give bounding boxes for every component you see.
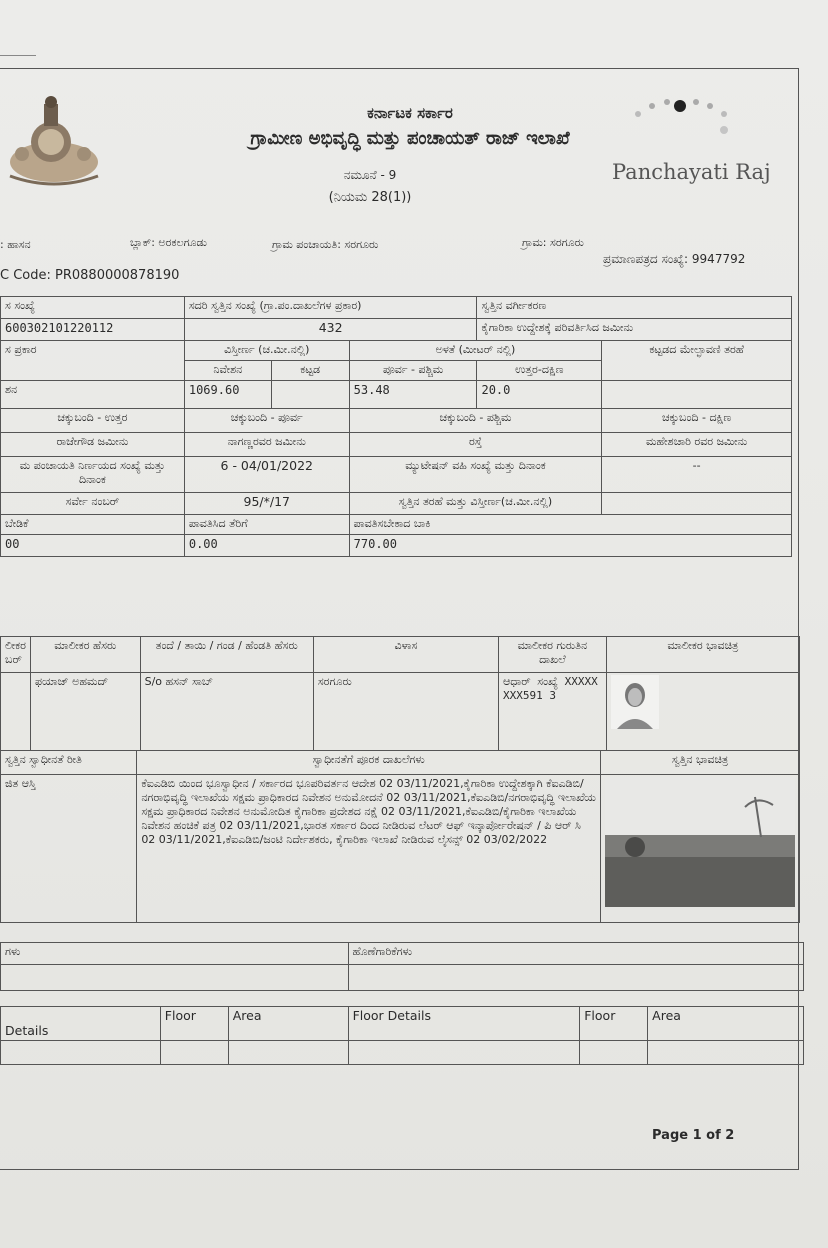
paid: 0.00 <box>184 535 349 557</box>
rule-number: (ನಿಯಮ 28(1)) <box>328 190 412 205</box>
h-sadari: ಸದರಿ ಸ್ವತ್ತಿನ ಸಂಖ್ಯೆ (ಗ್ರಾ.ಪಂ.ದಾಖಲೆಗಳ ಪ್ರಕಾರ) <box>184 297 477 319</box>
h-balance: ಪಾವತಿಸಬೇಕಾದ ಬಾಕಿ <box>349 515 791 535</box>
balance: 770.00 <box>349 535 791 557</box>
south-boundary: ಮಹೇಶಚಾರಿ ರವರ ಜಮೀನು <box>602 433 792 457</box>
floor-table <box>0 1006 804 1065</box>
h-demand: ಬೇಡಿಕೆ <box>1 515 185 535</box>
h-class: ಸ್ವತ್ತಿನ ವರ್ಗೀಕರಣ <box>477 297 792 319</box>
h-build-type: ಕಟ್ಟಡದ ಮೇಲ್ಛಾವಣಿ ತರಹೆ <box>602 341 792 381</box>
floor-cell <box>160 1041 228 1065</box>
north-boundary: ರಾಜೇಗೌಡ ಜಮೀನು <box>1 433 185 457</box>
h-ew: ಪೂರ್ವ - ಪಶ್ಚಿಮ <box>349 361 477 381</box>
property-table <box>0 296 792 557</box>
support-docs-text: ಕೆಐಎಡಿಬಿ ಯಿಂದ ಭೂಸ್ವಾಧೀನ / ಸರ್ಕಾರದ ಭೂಪರಿವರ್ತನ ಆದೇಶ 02 03/11/2021,ಕೈಗಾರಿಕಾ ಉದ್ದೇಶಕ್ಕಾಗಿ ಕೆಐಎಡಿಬಿ/ನಗರಾಭಿವೃದ್ಧಿ ಇಲಾಖೆಯ ಸಕ್ಷಮ ಪ್ರಾಧಿಕಾರದ ನಿವೇಶನ ಅನುಮೋದನೆ 02 03/11/2021,ಕೆಐಎಡಿಬಿ/ನಗರಾಭಿವೃದ್ಧಿ ಇಲಾಖೆಯ ಸಕ್ಷಮ ಪ್ರಾಧಿಕಾರದ ನಿವೇಶನ ಅನುಮೋದಿತ ಕೈಗಾರಿಕಾ ಪ್ರದೇಶದ ನಕ್ಷೆ 02 03/11/2021,ಕೆಐಎಡಿಬಿ/ಕೈಗಾರಿಕಾ ಇಲಾಖೆಯ ನಿವೇಶನ ಹಂಚಿಕೆ ಪತ್ರ 02 03/11/2021,ಭಾರತ ಸರ್ಕಾರ ದಿಂದ ನೀಡಿರುವ ಲೆಟರ್ ಆಫ್ ಇನ್ಕಾರ್ಪೋರೇಷನ್ / ಪಿ ಆರ್ ಸಿ 02 03/11/2021,ಕೆಐಎಡಿಬಿ/ಜಂಟಿ ನಿರ್ದೇಶಕರು, ಕೈಗಾರಿಕಾ ಇಲಾಖೆ ನೀಡಿರುವ ಲೈಸನ್ಸ್ 02 03/02/2022 <box>137 775 601 923</box>
floor-cell <box>1 1041 161 1065</box>
demand: 00 <box>1 535 185 557</box>
h-dims: ಅಳತೆ (ಮೀಟರ್ ನಲ್ಲಿ) <box>349 341 602 361</box>
govt-title: ಕರ್ನಾಟಕ ಸರ್ಕಾರ <box>367 104 453 122</box>
form-number: ನಮೂನೆ - 9 <box>343 168 397 182</box>
owner-name: ಫಯಾಜ್ ಅಹಮದ್ <box>30 673 140 751</box>
h-mutation: ಮ್ಯುಟೇಷನ್ ವಹಿ ಸಂಖ್ಯೆ ಮತ್ತು ದಿನಾಂಕ <box>349 457 602 493</box>
h-paid: ಪಾವತಿಸಿದ ತೆರಿಗೆ <box>184 515 349 535</box>
h-owner-id: ಮಾಲೀಕರ ಗುರುತಿನ ದಾಖಲೆ <box>499 637 607 673</box>
h-liabilities: ಹೊಣೆಗಾರಿಕೆಗಳು <box>348 943 803 965</box>
h-west: ಚಕ್ಕುಬಂದಿ - ಪಶ್ಚಿಮ <box>349 409 602 433</box>
certificate-number: ಪ್ರಮಾಣಪತ್ರದ ಸಂಖ್ಯೆ: 9947792 <box>603 252 746 266</box>
page-number: Page 1 of 2 <box>652 1128 735 1143</box>
h-north: ಚಕ್ಕುಬಂದಿ - ಉತ್ತರ <box>1 409 185 433</box>
floor-cell <box>648 1041 804 1065</box>
h-method: ಸ್ವತ್ತಿನ ಸ್ವಾಧೀನತೆ ರೀತಿ <box>1 751 137 775</box>
owner-photo-cell <box>606 673 799 751</box>
mutation: -- <box>602 457 792 493</box>
property-photo-cell <box>600 775 799 923</box>
floor-cell <box>348 1041 580 1065</box>
owner-id: ಆಧಾರ್ ಸಂಖ್ಯೆ XXXXXXXX591 3 <box>499 673 607 751</box>
build-type <box>602 381 792 409</box>
property-photo <box>605 777 795 907</box>
assets <box>1 965 349 991</box>
owner-table <box>0 636 800 751</box>
prop-type: ಶನ <box>1 381 185 409</box>
documents-table <box>0 750 800 923</box>
prop-no: 600302101220112 <box>1 319 185 341</box>
h-site: ನಿವೇಶನ <box>184 361 271 381</box>
h-south: ಚಕ್ಕುಬಂದಿ - ದಕ್ಷಿಣ <box>602 409 792 433</box>
building-area <box>271 381 349 409</box>
h-details: Details <box>1 1007 161 1041</box>
h-floor-2: Floor <box>580 1007 648 1041</box>
h-type: ಸ ಪ್ರಕಾರ <box>1 341 185 381</box>
h-property-photo: ಸ್ವತ್ತಿನ ಭಾವಚಿತ್ರ <box>600 751 799 775</box>
h-ns: ಉತ್ತರ-ದಕ್ಷಿಣ <box>477 361 602 381</box>
prop-type-area <box>602 493 792 515</box>
h-father: ತಂದೆ / ತಾಯಿ / ಗಂಡ / ಹೆಂಡತಿ ಹೆಸರು <box>140 637 313 673</box>
classification: ಕೈಗಾರಿಕಾ ಉದ್ದೇಶಕ್ಕೆ ಪರಿವರ್ತಿಸಿದ ಜಮೀನು <box>477 319 792 341</box>
page-border <box>0 68 799 1170</box>
divider <box>0 55 36 56</box>
dept-title: ಗ್ರಾಮೀಣ ಅಭಿವೃದ್ಧಿ ಮತ್ತು ಪಂಚಾಯತ್ ರಾಜ್ ಇಲಾಖೆ <box>250 128 570 149</box>
h-area: ವಿಸ್ತೀರ್ಣ (ಚ.ಮೀ.ನಲ್ಲಿ) <box>184 341 349 361</box>
brand-text: Panchayati Raj <box>612 160 771 184</box>
h-area-2: Area <box>648 1007 804 1041</box>
method: ಜಿತ ಆಸ್ತಿ <box>1 775 137 923</box>
h-assets: ಗಳು <box>1 943 349 965</box>
h-area: Area <box>228 1007 348 1041</box>
floor-cell <box>580 1041 648 1065</box>
owner-no <box>1 673 31 751</box>
district: : ಹಾಸನ <box>0 238 31 251</box>
h-east: ಚಕ್ಕುಬಂದಿ - ಪೂರ್ವ <box>184 409 349 433</box>
floor-cell <box>228 1041 348 1065</box>
ns-length: 20.0 <box>477 381 602 409</box>
code: C Code: PR0880000878190 <box>0 268 180 283</box>
owner-address: ಸರಗೂರು <box>313 673 498 751</box>
h-prop-no: ಸ ಸಂಖ್ಯೆ <box>1 297 185 319</box>
ew-length: 53.48 <box>349 381 477 409</box>
h-building: ಕಟ್ಟಡ <box>271 361 349 381</box>
survey-number: 95/*/17 <box>184 493 349 515</box>
site-area: 1069.60 <box>184 381 271 409</box>
liabilities-table <box>0 942 804 991</box>
h-owner-photo: ಮಾಲೀಕರ ಭಾವಚಿತ್ರ <box>606 637 799 673</box>
liabilities <box>348 965 803 991</box>
owner-photo <box>611 675 659 729</box>
taluk: ಬ್ಲಾಕ್: ಅರಕಲಗೂಡು <box>130 236 208 249</box>
h-floor: Floor <box>160 1007 228 1041</box>
h-support-docs: ಸ್ವಾಧೀನತೆಗೆ ಪೂರಕ ದಾಖಲೆಗಳು <box>137 751 601 775</box>
h-resolution: ಮ ಪಂಚಾಯತಿ ನಿರ್ಣಯದ ಸಂಖ್ಯೆ ಮತ್ತು ದಿನಾಂಕ <box>1 457 185 493</box>
west-boundary: ರಸ್ತೆ <box>349 433 602 457</box>
h-owner-no: ಲೀಕರ ಬರ್ <box>1 637 31 673</box>
karnataka-emblem-icon <box>4 92 104 196</box>
east-boundary: ನಾಗಣ್ಣರವರ ಜಮೀನು <box>184 433 349 457</box>
resolution: 6 - 04/01/2022 <box>184 457 349 493</box>
sadari-no: 432 <box>184 319 477 341</box>
h-floor-details: Floor Details <box>348 1007 580 1041</box>
owner-father: S/o ಹಸನ್ ಸಾಬ್ <box>140 673 313 751</box>
h-prop-type-area: ಸ್ವತ್ತಿನ ತರಹೆ ಮತ್ತು ವಿಸ್ತೀರ್ಣ(ಚ.ಮೀ.ನಲ್ಲಿ) <box>349 493 602 515</box>
panchayat: ಗ್ರಾಮ ಪಂಚಾಯತಿ: ಸರಗೂರು <box>272 238 379 251</box>
h-owner-name: ಮಾಲೀಕರ ಹೆಸರು <box>30 637 140 673</box>
village: ಗ್ರಾಮ: ಸರಗೂರು <box>522 236 584 249</box>
h-survey: ಸರ್ವೇ ನಂಬರ್ <box>1 493 185 515</box>
h-address: ವಿಳಾಸ <box>313 637 498 673</box>
